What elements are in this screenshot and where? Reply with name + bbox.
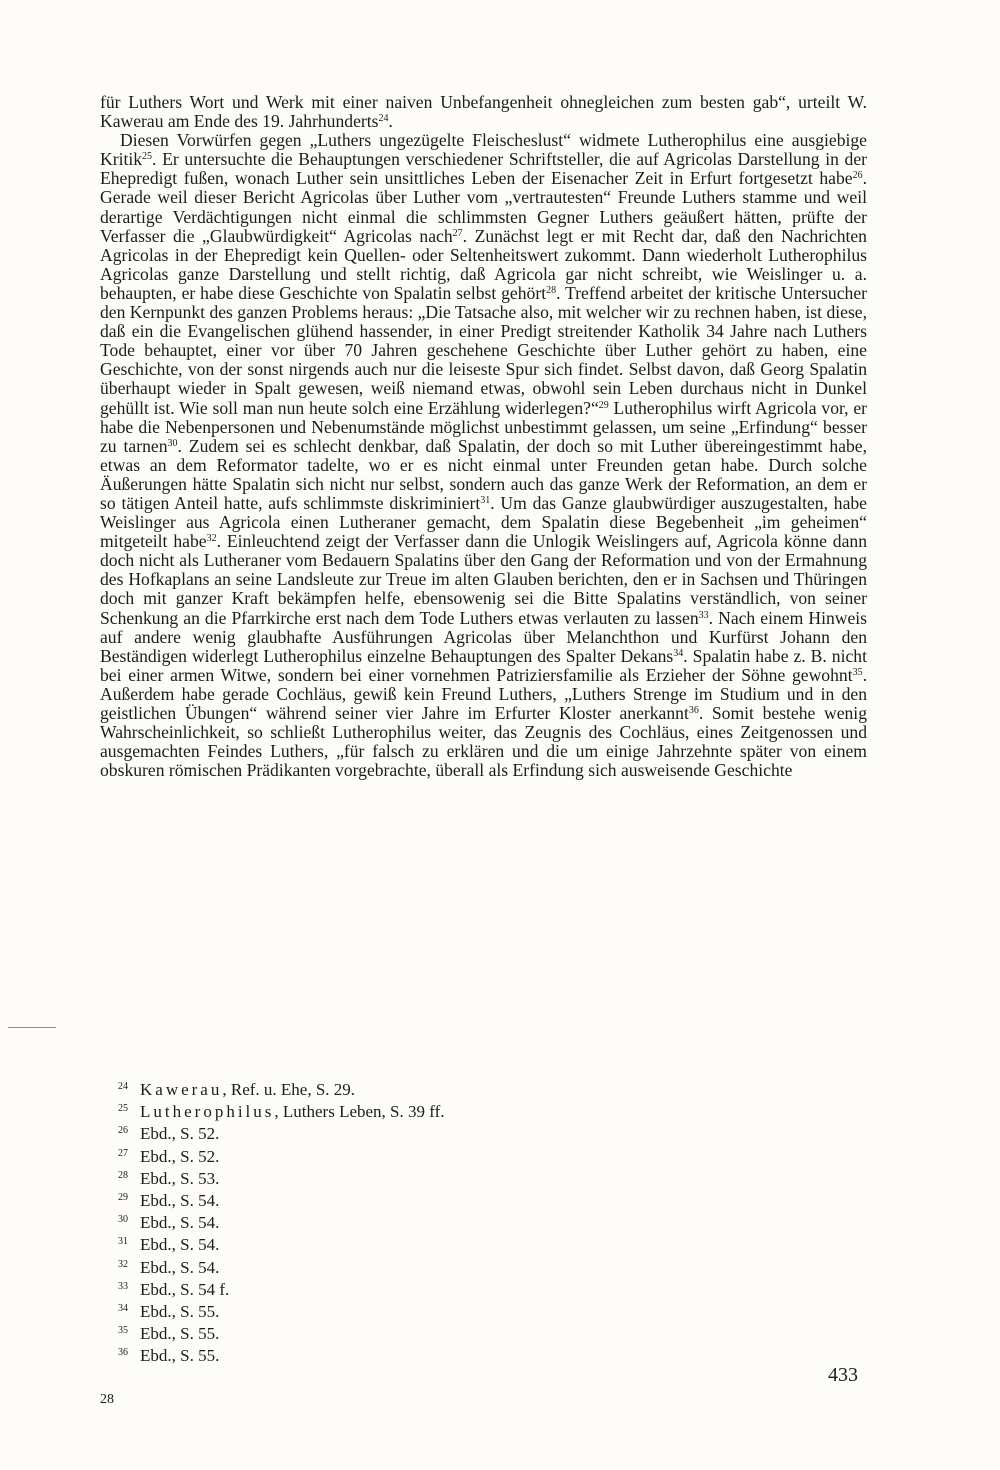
text-run: Diesen Vorwürfen gegen „Luthers ungezügelte Fleischeslust“ widmete Lutherophilus eine ausgiebige Kritik	[100, 130, 867, 170]
footnote-ref: 30	[167, 437, 178, 449]
footnote-author: Kawerau	[140, 1080, 223, 1099]
paragraph	[100, 131, 867, 780]
body-text	[100, 93, 867, 780]
text-run: Lutherophilus wirft Agricola vor, er habe die Nebenpersonen und Nebenumstände möglichst unbestimmt gelassen, um seine „Erfindung“ besser zu tarnen	[100, 397, 868, 456]
page-body	[100, 93, 867, 780]
footnote-number: 31	[118, 1236, 128, 1248]
footnote-text: Ebd., S. 54 f.	[140, 1279, 230, 1299]
footnote	[118, 1144, 718, 1166]
footnote	[118, 1166, 718, 1188]
footnote-ref: 36	[688, 705, 699, 716]
footnote-number: 34	[118, 1303, 128, 1315]
footnote-number: 32	[118, 1258, 128, 1270]
footnote-ref: 35	[852, 666, 863, 678]
margin-mark	[8, 1027, 56, 1028]
footnote	[118, 1210, 718, 1232]
footnote-number: 27	[118, 1147, 128, 1159]
text-run: . Treffend arbeitet der kritische Untersucher den Kernpunkt des ganzen Problems heraus: „Die Tatsache also, mit welcher wir zu rechnen haben, ist diese, daß ein die Evangelischen glühend hassender, in einer Predigt streitender Katholik 34 Jahre nach Luthers Tode behauptet, einer vor über 70 Jahren geschehene Geschichte über Luther gehört zu haben, eine Geschichte, von der sonst nirgends auch nur die leiseste Spur sich findet. Selbst davon, daß Georg Spalatin überhaupt wieder in Spalt gewesen, weiß niemand etwas, obwohl sein Leben durchaus nicht in Dunkel gehüllt ist. Wie soll man nun heute solch eine Erzählung widerlegen?“	[100, 282, 867, 418]
footnote-text: Ebd., S. 55.	[140, 1302, 220, 1322]
footnote-author: Lutherophilus	[140, 1102, 275, 1122]
footnote-text: , Ref. u. Ehe, S. 29.	[222, 1080, 356, 1099]
footnote	[118, 1188, 718, 1210]
footnote-ref: 29	[598, 399, 609, 411]
text-run: . Er untersuchte die Behauptungen verschiedener Schriftsteller, die auf Agricolas Darstellung in der Ehepredigt fußen, wonach Luther sein unsittliches Leben der Eisenacher Zeit in Erfurt fortgesetzt habe	[100, 149, 867, 189]
signature-mark: 28	[100, 1392, 114, 1407]
text-run: . Zudem sei es schlecht denkbar, daß Spalatin, der doch so mit Luther übereingestimmt habe, etwas an dem Reformator tadelte, wo er es nicht einmal unter Freunden getan habe. Durch solche Äußerungen hätte Spalatin sich nicht nur selbst, sondern auch das ganze Werk der Reformation, an dem er so tätigen Anteil hatte, aufs schlimmste diskriminiert	[100, 435, 867, 513]
footnote	[118, 1077, 718, 1099]
footnote-text: Ebd., S. 53.	[140, 1168, 220, 1188]
text-run: . Außerdem habe gerade Cochläus, gewiß kein Freund Luthers, „Luthers Strenge im Studium und in den geistlichen Übungen“ während seiner vier Jahre im Erfurter Kloster anerkannt	[100, 664, 867, 723]
footnote	[118, 1277, 718, 1299]
footnote-number: 36	[118, 1347, 128, 1359]
footnote	[118, 1255, 718, 1277]
footnote	[118, 1121, 718, 1143]
text-run: . Spalatin habe z. B. nicht bei einer armen Witwe, sondern bei einer vornehmen Patriziersfamilie als Erzieher der Söhne gewohnt	[100, 645, 867, 685]
footnote-ref: 25	[142, 151, 153, 163]
footnote-number: 28	[118, 1169, 128, 1181]
footnote-number: 29	[118, 1192, 128, 1204]
footnote-ref: 28	[546, 284, 557, 296]
footnotes	[118, 1077, 718, 1366]
text-run: . Um das Ganze glaubwürdiger auszugestalten, habe Weislinger aus Agricola einen Lutheraner gemacht, dem Spalatin diese Begebenheit „im geheimen“ mitgeteilt habe	[100, 492, 867, 552]
footnote-ref: 24	[378, 113, 389, 125]
text-run: .	[388, 111, 393, 132]
footnote-text: Ebd., S. 52.	[140, 1124, 220, 1144]
footnote-text: Ebd., S. 54.	[140, 1213, 220, 1233]
footnote-number: 26	[118, 1125, 128, 1137]
text-run: . Nach einem Hinweis auf andere wenig glaubhafte Ausführungen Agricolas über Melanchthon und Kurfürst Johann den Beständigen widerlegt Lutherophilus einzelne Behauptungen des Spalter Dekans	[100, 607, 868, 666]
footnote	[118, 1343, 718, 1365]
footnote-number: 33	[118, 1280, 128, 1292]
footnote-ref: 26	[852, 170, 863, 182]
text-run: . Einleuchtend zeigt der Verfasser dann die Unlogik Weislingers auf, Agricola könne dann doch nicht als Lutheraner vom Bedauern Spalatins über den Gang der Reformation und von der Ermahnung des Hofkaplans an seine Landsleute zur Treue im alten Glauben berichten, den er in Sachsen und Thüringen doch mit ganzer Kraft bekämpfen helfe, ebensowenig sei die Bitte Spalatins verständlich, von seiner Schenkung an die Pfarrkirche erst nach dem Tode Luthers etwas verlauten zu lassen	[100, 531, 867, 628]
footnote-text: Ebd., S. 55.	[140, 1324, 220, 1344]
footnote-number: 25	[118, 1103, 128, 1115]
footnote-ref: 31	[480, 494, 491, 506]
footnote-text: Ebd., S. 54.	[140, 1191, 220, 1211]
text-run: . Somit bestehe wenig Wahrscheinlichkeit, so schließt Lutherophilus weiter, das Zeugnis des Cochläus, eines Zeitgenossen und ausgemachten Feindes Luthers, „für falsch zu erklären und die um einige Jahrzehnte später von einem obskuren römischen Prädikanten vorgebrachte, überall als Erfindung sich ausweisende Geschichte	[100, 703, 867, 781]
footnote-text: Ebd., S. 54.	[140, 1257, 220, 1277]
footnote-text: Ebd., S. 54.	[140, 1235, 220, 1255]
footnote-number: 35	[118, 1325, 128, 1337]
footnote	[118, 1099, 718, 1121]
footnote-ref: 33	[698, 609, 709, 621]
footnote-number: 30	[118, 1214, 128, 1226]
footnote	[118, 1232, 718, 1254]
footnote	[118, 1321, 718, 1343]
footnote-number: 24	[118, 1081, 128, 1092]
footnote-ref: 27	[452, 227, 463, 239]
footnote-text: Ebd., S. 52.	[140, 1146, 220, 1166]
footnote-text: , Luthers Leben, S. 39 ff.	[274, 1102, 445, 1122]
footnote-ref: 32	[206, 533, 217, 545]
text-run: . Zunächst legt er mit Recht dar, daß den Nachrichten Agricolas in der Ehepredigt kein Quellen- oder Seltenheitswert zukommt. Dann wiederholt Lutherophilus Agricolas ganze Darstellung und stellt richtig, daß Agricola gar nicht schreibt, wie Weislinger u. a. behaupten, er habe diese Geschichte von Spalatin selbst gehört	[100, 225, 867, 303]
footnote-ref: 34	[673, 647, 684, 659]
text-run: . Gerade weil dieser Bericht Agricolas über Luther vom „vertrautesten“ Freunde Luthers stamme und weil derartige Verdächtigungen nicht einmal die schlimmsten Gegner Luthers geäußert hätten, prüfte der Verfasser die „Glaubwürdigkeit“ Agricolas nach	[100, 168, 867, 246]
footnote	[118, 1299, 718, 1321]
page-number: 433	[828, 1364, 858, 1386]
paragraph	[100, 93, 867, 131]
footnote-text: Ebd., S. 55.	[140, 1346, 220, 1366]
text-run: für Luthers Wort und Werk mit einer naiven Unbefangenheit ohnegleichen zum besten gab“, urteilt W. Kawerau am Ende des 19. Jahrhunderts	[100, 92, 867, 132]
